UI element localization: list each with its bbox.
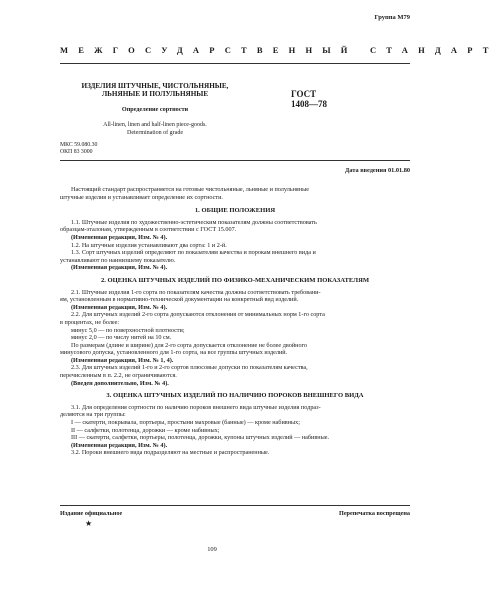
intro-paragraph-line-1: Настоящий стандарт распространяется на готовые чистольняные, льняные и полульняные — [71, 186, 309, 193]
clause-2-1-line-1: 2.1. Штучные изделия 1-го сорта по показателям качества должны соответствовать требовани- — [71, 288, 321, 296]
list-item: минус 2,0 — по числу нитей на 10 см. — [71, 334, 172, 342]
gost-label: ГОСТ — [291, 89, 317, 99]
list-item: III — скатерти, салфетки, портьеры, полотенца, дорожки, купоны штучных изделий — набивные. — [71, 434, 330, 442]
title-line-1: ИЗДЕЛИЯ ШТУЧНЫЕ, ЧИСТОЛЬНЯНЫЕ, — [81, 82, 229, 90]
amendment-note: (Введен дополнительно, Изм. № 4). — [71, 379, 169, 387]
clause-2-3-line-1: 2.3. Для штучных изделий 1-го и 2-го сортов плюсовые допуски по показателям качества, — [71, 364, 308, 372]
mks-code: МКС 59.080.30 — [60, 142, 98, 148]
amendment-note: (Измененная редакция, Изм. № 4). — [71, 303, 168, 311]
official-edition-label: Издание официальное — [60, 510, 123, 517]
clause-1-3-line-2: устанавливают по наинизшему показателю. — [60, 256, 176, 264]
standard-banner: МЕЖГОСУДАРСТВЕННЫЙ СТАНДАРТ — [60, 45, 499, 55]
intro-paragraph-line-2: штучные изделия и устанавливает определение их сортности. — [60, 193, 223, 201]
title-block — [60, 82, 250, 137]
amendment-note: (Измененная редакция, Изм. № 4). — [71, 233, 168, 241]
title-line-2: ЛЬНЯНЫЕ И ПОЛУЛЬНЯНЫЕ — [101, 90, 209, 98]
section-2-heading: 2. ОЦЕНКА ШТУЧНЫХ ИЗДЕЛИЙ ПО ФИЗИКО-МЕХАНИЧЕСКИМ ПОКАЗАТЕЛЯМ — [100, 276, 370, 284]
clause-1-1-line-1: 1.1. Штучные изделия по художественно-эстетическим показателям должны соответствовать — [71, 218, 317, 226]
document-body — [60, 186, 410, 457]
gost-designation — [291, 89, 327, 109]
introduction-date — [345, 167, 410, 174]
list-item: минус 5,0 — по поверхностной плотности; — [71, 326, 185, 334]
amendment-note: (Измененная редакция, Изм. № 4). — [71, 441, 168, 449]
page-number: 109 — [207, 546, 217, 553]
clause-2-3-line-2: перечисленным в п. 2.2, не ограничиваются. — [60, 372, 177, 380]
list-item: I — скатерти, покрывала, портьеры, простыни махровые (банные) — кроме набивных; — [71, 419, 300, 427]
gost-number: 1408—78 — [291, 99, 327, 109]
size-tolerance-line-2: минусового допуска, установленного для 1-го сорта, на все группы штучных изделий. — [60, 349, 288, 357]
star-icon: ★ — [85, 519, 93, 528]
clause-2-1-line-2: ям, установленным в нормативно-технической документации на конкретный вид изделий. — [60, 296, 299, 304]
middle-divider — [60, 160, 410, 161]
footer-divider — [60, 505, 410, 506]
section-3-heading: 3. ОЦЕНКА ШТУЧНЫХ ИЗДЕЛИЙ ПО НАЛИЧИЮ ПОРОКОВ ВНЕШНЕГО ВИДА — [106, 392, 364, 400]
english-title — [60, 122, 250, 137]
clause-3-1-line-1: 3.1. Для определения сортности по наличию пороков внешнего вида штучные изделия подраз- — [71, 403, 321, 411]
clause-3-2: 3.2. Пороки внешнего вида подразделяют на местные и распространенные. — [71, 449, 270, 457]
okp-code: ОКП 83 3000 — [60, 149, 93, 155]
top-divider — [60, 63, 410, 64]
amendment-note: (Измененная редакция, Изм. № 4). — [71, 264, 168, 272]
clause-2-2-line-2: в процентах, не более: — [60, 318, 120, 326]
list-item: II — салфетки, полотенца, дорожки — кроме набивных; — [71, 426, 220, 434]
size-tolerance-line-1: По размерам (длине и ширине) для 2-го сорта допускается отклонение не более двойного — [71, 341, 308, 349]
clause-1-3-line-1: 1.3. Сорт штучных изделий определяют по показателям качества и порокам внешнего вида и — [71, 249, 316, 257]
amendment-note: (Измененная редакция, Изм. № 1, 4). — [71, 356, 174, 364]
clause-1-2: 1.2. На штучные изделия устанавливают два сорта: 1 и 2-й. — [71, 241, 227, 249]
document-subtitle: Определение сортности — [121, 106, 189, 113]
english-title-line-2: Determination of grade — [127, 129, 183, 136]
clause-3-1-line-2: деляются на три группы: — [60, 411, 126, 419]
english-title-line-1: All-linen, linen and half-linen piece-goods. — [103, 122, 207, 128]
clause-2-2-line-1: 2.2. Для штучных изделий 2-го сорта допускаются отклонения от минимальных норм 1-го сорта — [71, 311, 325, 319]
introduction-date-value: 01.01.80 — [387, 167, 410, 174]
introduction-date-label: Дата введения — [345, 167, 387, 174]
section-1-heading: 1. ОБЩИЕ ПОЛОЖЕНИЯ — [194, 207, 276, 215]
clause-1-1-line-2: образцам-эталонам, утвержденным в соответствии с ГОСТ 15.007. — [60, 226, 237, 234]
document-title — [60, 82, 250, 98]
group-label: Группа М79 — [374, 14, 410, 21]
classification-codes — [60, 142, 97, 156]
reprint-prohibited-label: Перепечатка воспрещена — [339, 510, 410, 517]
